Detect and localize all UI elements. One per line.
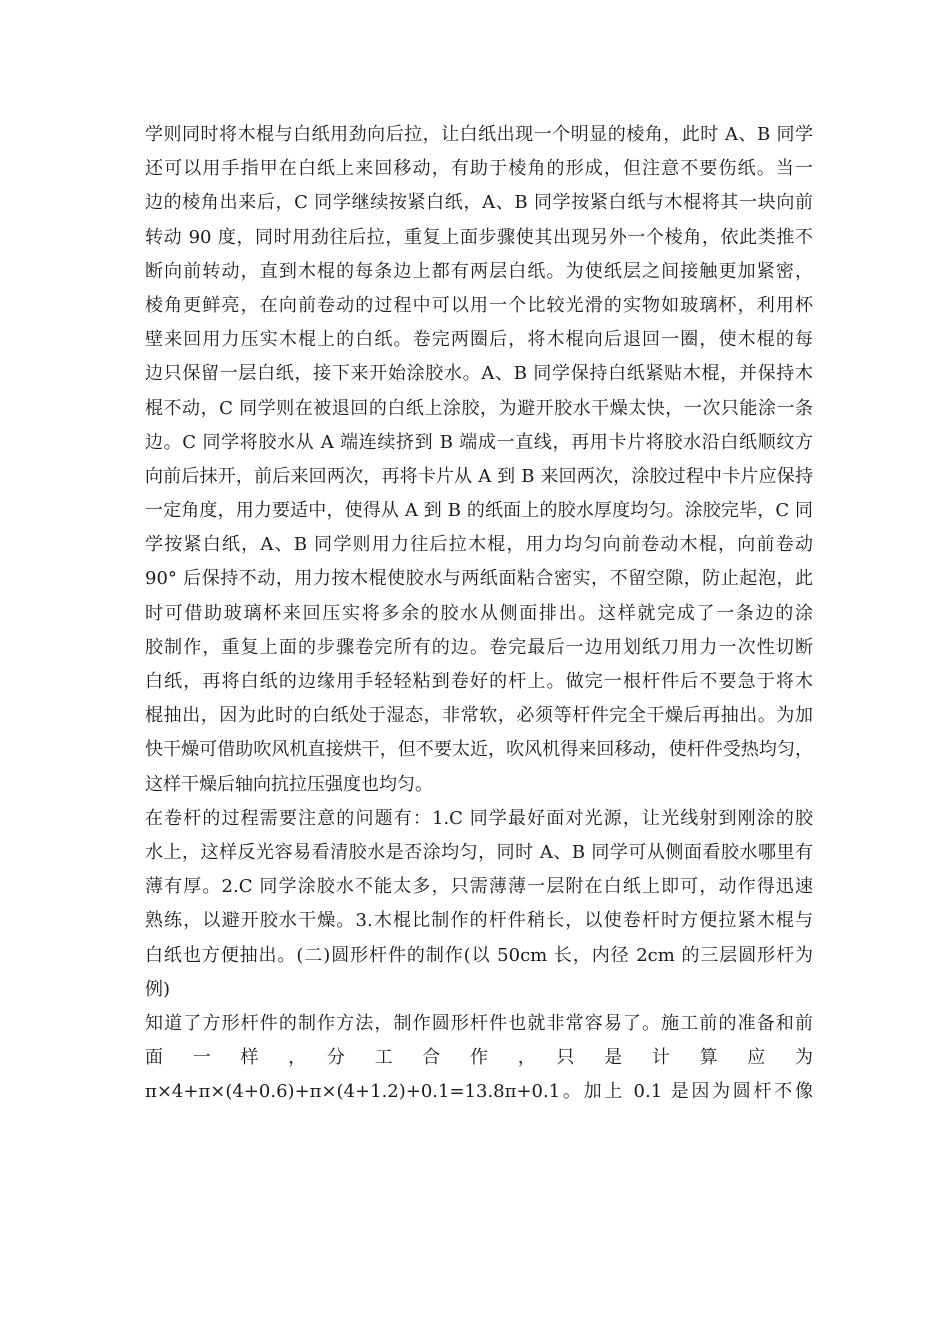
text-line: 边只保留一层白纸，接下来开始涂胶水。A、B 同学保持白纸紧贴木棍，并保持木 [145,363,813,385]
text-line: 学则同时将木棍与白纸用劲向后拉，让白纸出现一个明显的棱角，此时 A、B 同学 [145,124,813,145]
text-line: 棱角更鲜亮，在向前卷动的过程中可以用一个比较光滑的实物如玻璃杯，利用杯 [145,294,813,316]
text-line: 棍抽出，因为此时的白纸处于湿态，非常软，必须等杆件完全干燥后再抽出。为加 [145,705,813,727]
text-line: 这样干燥后轴向抗拉压强度也均匀。 [145,773,433,795]
text-line: 知道了方形杆件的制作方法，制作圆形杆件也就非常容易了。施工前的准备和前 [145,1012,813,1034]
text-line: 转动 90 度，同时用劲往后拉，重复上面步骤使其出现另外一个棱角，依此类推不 [145,226,813,248]
text-line: 还可以用手指甲在白纸上来回移动，有助于棱角的形成，但注意不要伤纸。当一 [145,158,813,180]
text-line: 胶制作，重复上面的步骤卷完所有的边。卷完最后一边用划纸刀用力一次性切断 [145,636,813,658]
text-line: 向前后抹开，前后来回两次，再将卡片从 A 到 B 来回两次，涂胶过程中卡片应保持 [145,465,813,487]
text-line: 熟练，以避开胶水干燥。3.木棍比制作的杆件稍长，以使卷杆时方便拉紧木棍与 [145,910,813,932]
text-line: 白纸，再将白纸的边缘用手轻轻粘到卷好的杆上。做完一根杆件后不要急于将木 [145,671,813,692]
text-line: 白纸也方便抽出。(二)圆形杆件的制作(以 50cm 长，内径 2cm 的三层圆形杆为 [145,944,813,966]
text-line: 边的棱角出来后，C 同学继续按紧白纸，A、B 同学按紧白纸与木棍将其一块向前 [145,192,813,214]
document-body [145,118,813,1109]
text-line: 快干燥可借助吹风机直接烘干，但不要太近，吹风机得来回移动，使杆件受热均匀， [145,739,813,761]
text-line: 学按紧白纸，A、B 同学则用力往后拉木棍，用力均匀向前卷动木棍，向前卷动 [145,534,813,556]
text-line: 边。C 同学将胶水从 A 端连续挤到 B 端成一直线，再用卡片将胶水沿白纸顺纹方 [145,431,813,453]
text-line: 水上，这样反光容易看清胶水是否涂均匀，同时 A、B 同学可从侧面看胶水哪里有 [145,841,813,863]
text-line: 例) [145,978,171,1000]
text-line: 薄有厚。2.C 同学涂胶水不能太多，只需薄薄一层附在白纸上即可，动作得迅速 [145,876,813,898]
text-line: 断向前转动，直到木棍的每条边上都有两层白纸。为使纸层之间接触更加紧密， [145,260,813,282]
text-line: 壁来回用力压实木棍上的白纸。卷完两圈后，将木棍向后退回一圈，使木棍的每 [145,329,813,351]
text-line: 面 一 样 ， 分 工 合 作 ， 只 是 计 算 应 为 [145,1047,813,1069]
text-line: π×4+π×(4+0.6)+π×(4+1.2)+0.1=13.8π+0.1。加上 0.1 是因为圆杆不像 [145,1081,813,1103]
text-line: 棍不动，C 同学则在被退回的白纸上涂胶，为避开胶水干燥太快，一次只能涂一条 [145,397,813,419]
text-line: 时可借助玻璃杯来回压实将多余的胶水从侧面排出。这样就完成了一条边的涂 [145,602,813,624]
text-line: 90° 后保持不动，用力按木棍使胶水与两纸面粘合密实，不留空隙，防止起泡，此 [145,568,813,590]
text-line: 在卷杆的过程需要注意的问题有：1.C 同学最好面对光源，让光线射到刚涂的胶 [145,807,813,829]
text-line: 一定角度，用力要适中，使得从 A 到 B 的纸面上的胶水厚度均匀。涂胶完毕，C 同 [145,500,813,522]
